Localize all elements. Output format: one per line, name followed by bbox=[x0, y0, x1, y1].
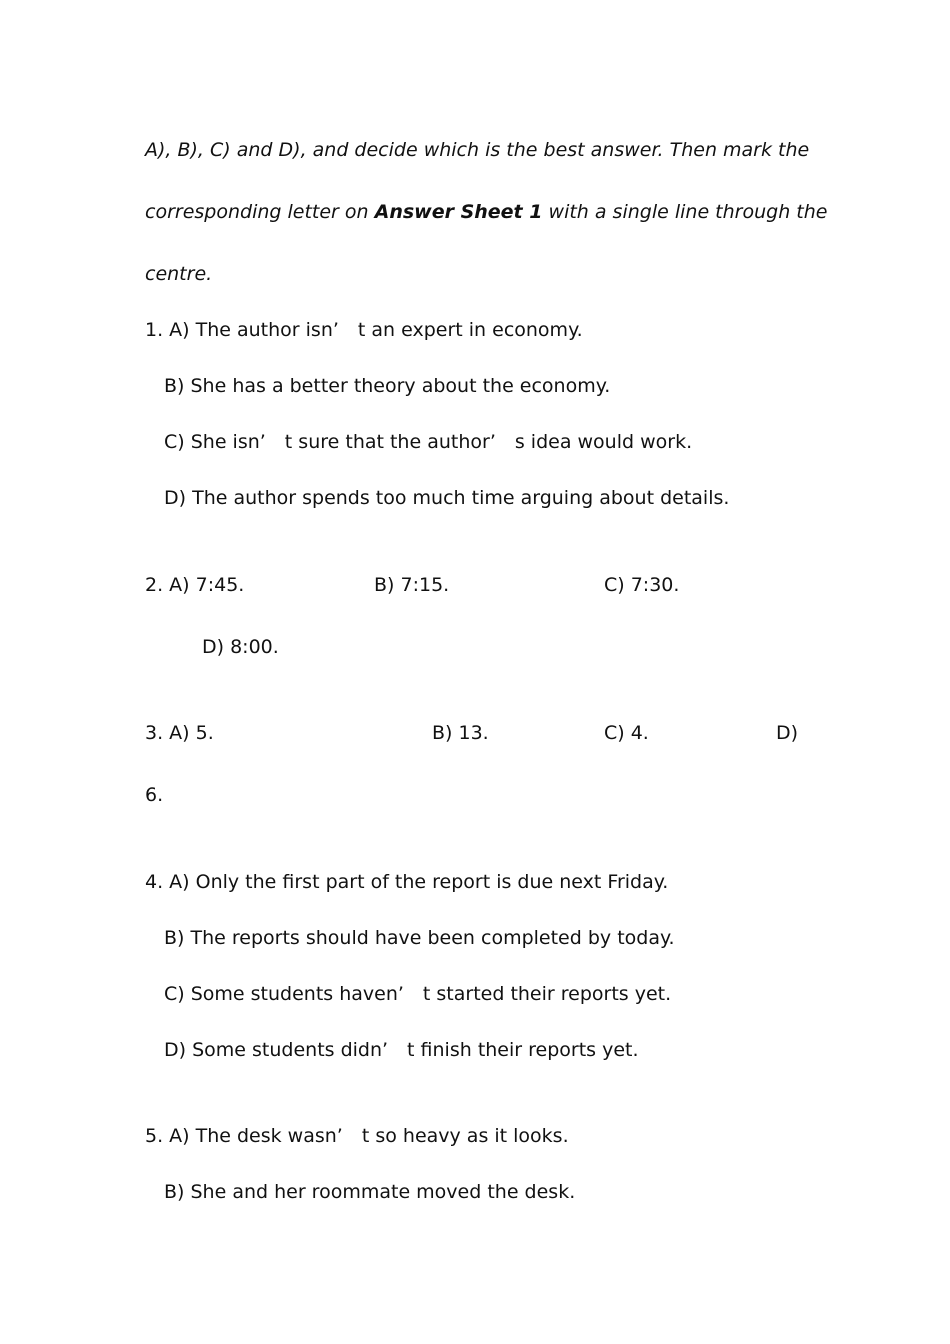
instructions-line-2 bbox=[145, 200, 827, 224]
instructions-line-2-start: corresponding letter on bbox=[145, 201, 375, 223]
q5-option-a: 5. A) The desk wasn’ t so heavy as it looks. bbox=[145, 1125, 569, 1147]
q3-option-d-value: 6. bbox=[145, 784, 164, 806]
q3-option-b: B) 13. bbox=[432, 722, 489, 744]
instructions-line-1: A), B), C) and D), and decide which is the best answer. Then mark the bbox=[145, 139, 810, 161]
q4-option-b: B) The reports should have been completed by today. bbox=[164, 927, 675, 949]
q4-option-c: C) Some students haven’ t started their reports yet. bbox=[164, 983, 672, 1005]
q2-option-a: 2. A) 7:45. bbox=[145, 574, 245, 596]
instructions-line-2-end: with a single line through the bbox=[542, 201, 828, 223]
q2-option-b: B) 7:15. bbox=[374, 574, 450, 596]
q4-option-a: 4. A) Only the first part of the report is due next Friday. bbox=[145, 871, 669, 893]
q2-option-c: C) 7:30. bbox=[604, 574, 680, 596]
q1-option-c: C) She isn’ t sure that the author’ s idea would work. bbox=[164, 431, 693, 453]
q2-option-d: D) 8:00. bbox=[202, 636, 279, 658]
q1-option-d: D) The author spends too much time arguing about details. bbox=[164, 487, 730, 509]
q3-option-c: C) 4. bbox=[604, 722, 649, 744]
q3-option-d-label: D) bbox=[776, 722, 799, 744]
q1-option-a: 1. A) The author isn’ t an expert in economy. bbox=[145, 319, 583, 341]
q3-option-a: 3. A) 5. bbox=[145, 722, 214, 744]
q4-option-d: D) Some students didn’ t finish their reports yet. bbox=[164, 1039, 639, 1061]
q1-option-b: B) She has a better theory about the economy. bbox=[164, 375, 611, 397]
answer-sheet-reference: Answer Sheet 1 bbox=[374, 201, 543, 223]
q5-option-b: B) She and her roommate moved the desk. bbox=[164, 1181, 576, 1203]
instructions-line-3: centre. bbox=[145, 263, 213, 285]
